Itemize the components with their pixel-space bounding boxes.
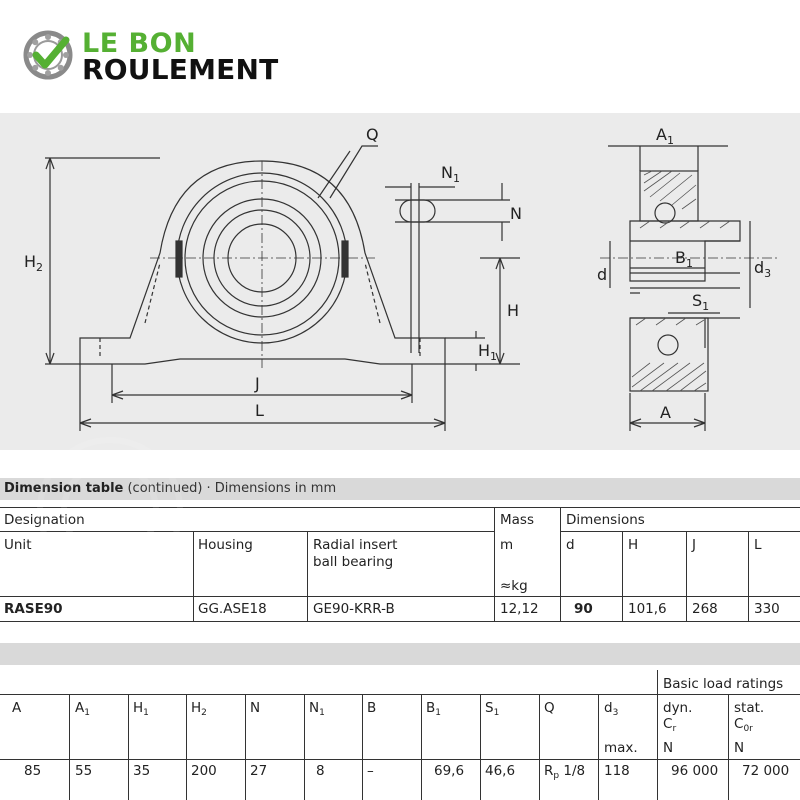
table-title: Dimension table (continued) · Dimensions in mm — [0, 478, 800, 500]
r2-S1: 46,6 — [485, 763, 516, 779]
r2-C0r: 72 000 — [742, 763, 790, 779]
h2-d3-note: max. — [604, 740, 638, 756]
h2-C0r: $C_{0r}$ — [734, 716, 753, 734]
label-A: A — [660, 403, 671, 422]
table2-band — [0, 643, 800, 665]
header-J: J — [692, 537, 696, 553]
label-d: d — [597, 265, 608, 284]
label-J: J — [255, 374, 260, 393]
r2-B1: 69,6 — [434, 763, 465, 779]
h2-H2: $H_2$ — [191, 700, 207, 718]
brand-line1: LE BON — [82, 28, 197, 59]
h2-N1: $N_1$ — [309, 700, 325, 718]
label-A1: $A_1$ — [656, 125, 674, 147]
technical-drawing — [0, 113, 800, 450]
r2-N: 27 — [250, 763, 268, 779]
r2-A: 85 — [24, 763, 42, 779]
h2-B1: $B_1$ — [426, 700, 441, 718]
header-insert-line2: ball bearing — [313, 554, 394, 570]
r2-N1: 8 — [316, 763, 325, 779]
row-housing: GG.ASE18 — [198, 601, 267, 617]
row-J: 268 — [692, 601, 718, 617]
r2-Q: $R_p$ 1/8 — [544, 763, 586, 781]
brand-line2: ROULEMENT — [82, 53, 279, 86]
label-d3: $d_3$ — [754, 258, 772, 280]
label-N1: $N_1$ — [441, 163, 460, 185]
label-H2: $H_2$ — [24, 252, 44, 274]
h2-A1: $A_1$ — [75, 700, 90, 718]
header-unit: Unit — [4, 537, 32, 553]
h2-B: B — [367, 700, 377, 716]
header-mass-m: m — [500, 537, 514, 553]
r2-H2: 200 — [191, 763, 217, 779]
mounting-slot — [400, 200, 435, 222]
row-mass: 12,12 — [500, 601, 539, 617]
h2-Cr: $C_r$ — [663, 716, 677, 734]
h2-dyn-unit: N — [663, 740, 674, 756]
row-d: 90 — [574, 601, 593, 617]
label-N: N — [510, 204, 522, 223]
r2-d3: 118 — [604, 763, 630, 779]
h2-dyn: dyn. — [663, 700, 693, 716]
header-dimensions: Dimensions — [566, 512, 645, 528]
label-Q: Q — [366, 125, 379, 144]
housing-outline — [80, 161, 445, 364]
h2-H1: $H_1$ — [133, 700, 149, 718]
brand-logo — [22, 28, 302, 84]
r2-Cr: 96 000 — [671, 763, 719, 779]
header-insert-line1: Radial insert — [313, 537, 398, 553]
header-L: L — [754, 537, 762, 553]
label-L: L — [255, 401, 264, 420]
r2-H1: 35 — [133, 763, 151, 779]
header-d: d — [566, 537, 575, 553]
h2-S1: $S_1$ — [485, 700, 500, 718]
header-H: H — [628, 537, 639, 553]
label-S1: $S_1$ — [692, 291, 710, 313]
label-B1: $B_1$ — [675, 248, 693, 270]
r2-A1: 55 — [75, 763, 93, 779]
row-insert: GE90-KRR-B — [313, 601, 395, 617]
h2-stat: stat. — [734, 700, 765, 716]
bearing-check-icon — [22, 28, 78, 84]
h2-stat-unit: N — [734, 740, 745, 756]
label-H1: $H_1$ — [478, 341, 498, 363]
header-mass: Mass — [500, 512, 534, 528]
h2-d3: $d_3$ — [604, 700, 619, 718]
h2-A: A — [12, 700, 22, 716]
header-designation: Designation — [4, 512, 85, 528]
header-housing: Housing — [198, 537, 253, 553]
row-L: 330 — [754, 601, 780, 617]
r2-B: – — [367, 763, 374, 779]
row-unit: RASE90 — [4, 601, 63, 617]
header-mass-unit: ≈kg — [500, 578, 528, 594]
row-H: 101,6 — [628, 601, 667, 617]
label-H: H — [507, 301, 520, 320]
h2-Q: Q — [544, 700, 555, 716]
h2-N: N — [250, 700, 261, 716]
header-basic-load-ratings: Basic load ratings — [663, 676, 784, 692]
